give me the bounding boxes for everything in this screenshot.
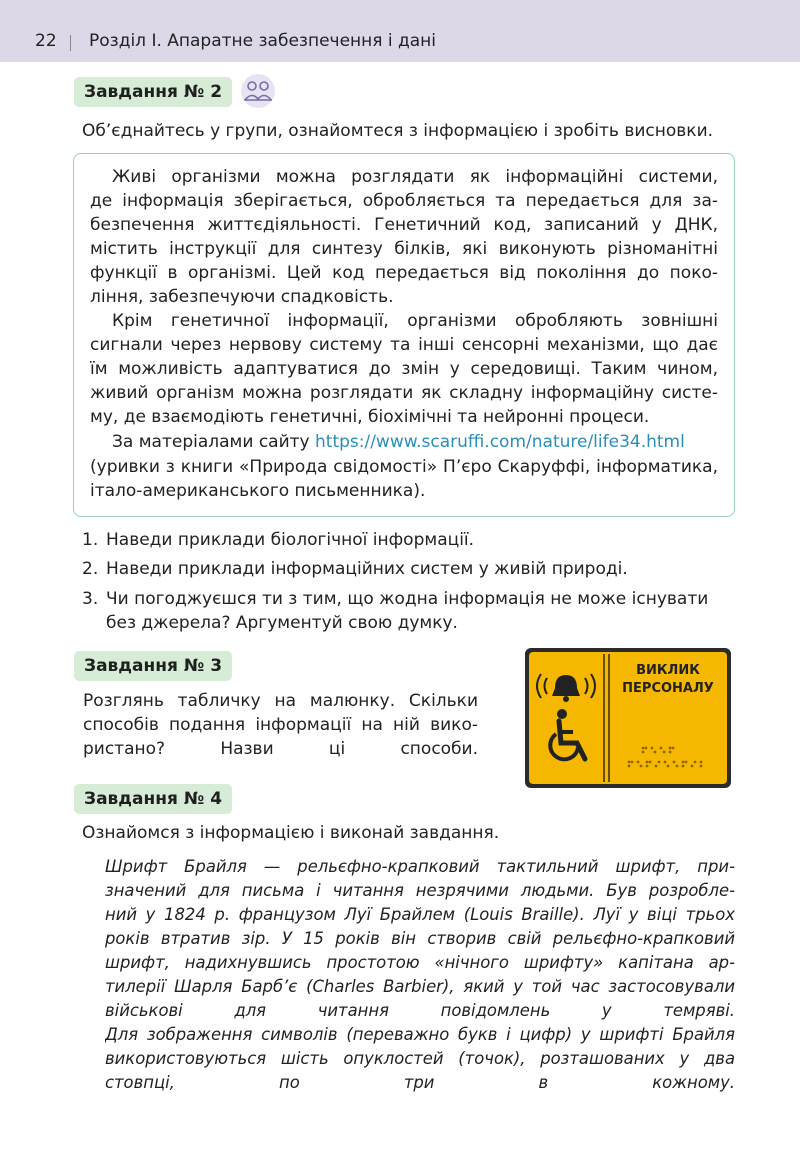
box-line: ління, забезпечуючи спадковість. — [90, 287, 394, 307]
box-line: безпечення життєдіяльності. Генетичний код, записаний у ДНК, — [90, 215, 718, 235]
braille-text-line: ний у 1824 р. французом Луї Брайлем (Louis Braille). Луї у віці трьох — [105, 905, 735, 924]
task-2-label: Завдання № 2 — [74, 77, 232, 107]
task-3-text: Розглянь табличку на малюнку. Скільки — [83, 691, 478, 711]
question-text: без джерела? Аргументуй свою думку. — [106, 613, 458, 633]
source-note: італо-американського письменника). — [90, 481, 426, 501]
task-3-text: ристано? Назви ці способи. — [83, 739, 478, 759]
braille-text-line: значений для письма і читання незрячими людьми. Був розробле- — [105, 881, 735, 900]
source-prefix: За матеріалами сайту — [112, 432, 310, 452]
braille-text-line: Шрифт Брайля — рельєфно-крапковий тактильний шрифт, при- — [105, 857, 735, 876]
braille-text-line: шрифт, надихнувшись простотою «нічного шрифту» капітана ар- — [105, 953, 735, 972]
task-2-instruction: Об’єднайтесь у групи, ознайомтеся з інформацією і зробіть висновки. — [82, 121, 714, 141]
braille-text-line: стовпці, по три в кожному. — [105, 1073, 735, 1092]
question-text: Наведи приклади інформаційних систем у живій природі. — [106, 559, 628, 579]
box-line: Живі організми можна розглядати як інформаційні системи, — [112, 167, 718, 187]
source-link[interactable]: https://www.scaruffi.com/nature/life34.html — [315, 432, 685, 452]
box-line: містить інструкції для синтезу білків, які виконують різноманітні — [90, 239, 718, 259]
sign-text-2: ПЕРСОНАЛУ — [622, 681, 714, 696]
question-number: 2. — [82, 559, 99, 579]
box-line: де інформація зберігається, обробляється та передається для за- — [90, 191, 718, 211]
sign-text-1: ВИКЛИК — [636, 663, 700, 678]
braille-text-line: використовуються шість опуклостей (точок), розташованих у два — [105, 1049, 735, 1068]
box-line: функції в організмі. Цей код передається від покоління до поко- — [90, 263, 718, 283]
question-text: Чи погоджуєшся ти з тим, що жодна інформація не може існувати — [106, 589, 709, 609]
source-line — [112, 430, 718, 454]
header-divider — [70, 35, 71, 51]
question-number: 3. — [82, 589, 99, 609]
braille-text-line: років втратив зір. У 15 років він створив свій рельєфно-крапковий — [105, 929, 735, 948]
page-header — [0, 0, 800, 62]
source-note: (уривки з книги «Природа свідомості» П’єро Скаруффі, інформатика, — [90, 457, 718, 477]
chapter-title: Розділ I. Апаратне забезпечення і дані — [89, 31, 437, 51]
box-line: Крім генетичної інформації, організми обробляють зовнішні — [112, 311, 718, 331]
question-number: 1. — [82, 530, 99, 550]
braille-text-line: Для зображення символів (переважно букв і цифр) у шрифті Брайля — [105, 1025, 735, 1044]
box-line: сигнали через нервову систему та інші сенсорні механізми, що дає — [90, 335, 718, 355]
task-4-instruction: Ознайомся з інформацією і виконай завдання. — [82, 823, 500, 843]
task-4-label: Завдання № 4 — [74, 784, 232, 814]
staff-call-sign — [525, 648, 731, 788]
box-line: му, де взаємодіють генетичні, біохімічні та нейронні процеси. — [90, 407, 650, 427]
group-work-icon — [240, 73, 276, 109]
page-number: 22 — [35, 31, 57, 51]
braille-text-line: військові для читання повідомлень у темряві. — [105, 1001, 735, 1020]
box-line: їм можливість адаптуватися до змін у середовищі. Таким чином, — [90, 359, 718, 379]
box-line: живий організм можна розглядати як складну інформаційну систе- — [90, 383, 718, 403]
task-3-text: способів подання інформації на ній вико- — [83, 715, 478, 735]
task-3-label: Завдання № 3 — [74, 651, 232, 681]
braille-text-line: тилерії Шарля Барб’є (Charles Barbier), який у той час застосовували — [105, 977, 735, 996]
question-text: Наведи приклади біологічної інформації. — [106, 530, 475, 550]
